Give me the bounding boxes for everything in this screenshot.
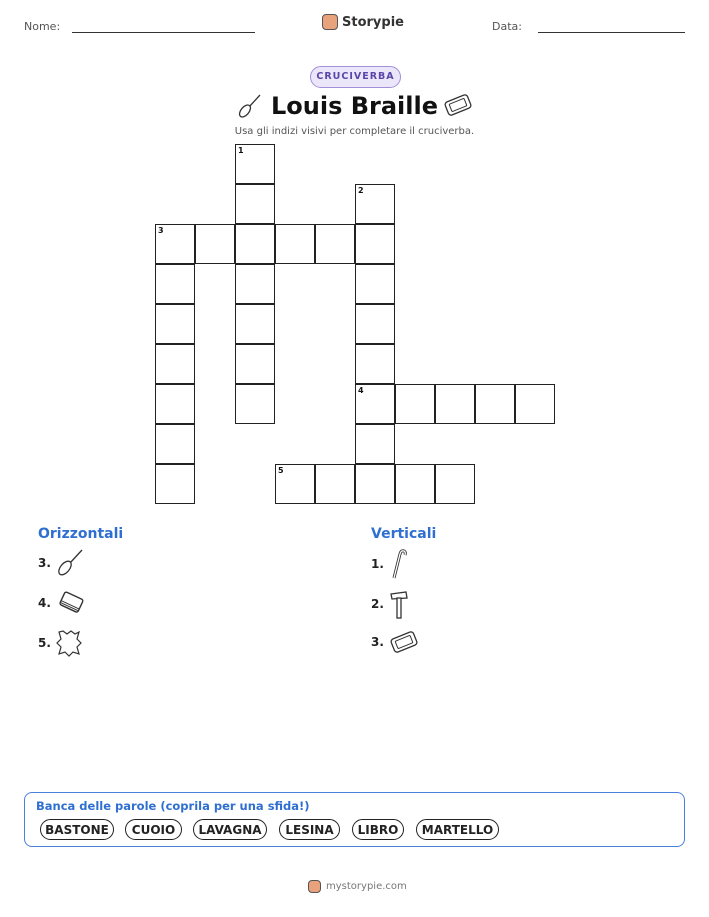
grid-cell[interactable] bbox=[235, 344, 275, 384]
grid-cell[interactable] bbox=[355, 424, 395, 464]
slate-icon bbox=[442, 92, 474, 118]
date-field[interactable] bbox=[538, 32, 685, 33]
grid-cell[interactable] bbox=[235, 384, 275, 424]
grid-cell[interactable] bbox=[395, 384, 435, 424]
word-bank-item: LESINA bbox=[279, 819, 340, 840]
word-bank-title: Banca delle parole (coprila per una sfida!) bbox=[36, 799, 310, 813]
grid-cell[interactable] bbox=[195, 224, 235, 264]
date-label: Data: bbox=[492, 20, 522, 33]
grid-cell[interactable] bbox=[515, 384, 555, 424]
down-clue bbox=[371, 548, 408, 580]
grid-cell[interactable] bbox=[355, 464, 395, 504]
down-clue bbox=[371, 628, 420, 656]
leather-hide-icon bbox=[55, 628, 83, 658]
footer-url[interactable]: mystorypie.com bbox=[326, 881, 407, 892]
grid-cell[interactable] bbox=[475, 384, 515, 424]
clue-number: 2 bbox=[358, 186, 364, 195]
grid-cell[interactable] bbox=[235, 264, 275, 304]
name-label: Nome: bbox=[24, 20, 61, 33]
grid-cell[interactable] bbox=[155, 224, 195, 264]
across-title: Orizzontali bbox=[38, 526, 124, 542]
footer bbox=[308, 880, 407, 893]
word-bank-item: CUOIO bbox=[125, 819, 182, 840]
grid-cell[interactable] bbox=[435, 464, 475, 504]
clue-number: 3. bbox=[38, 556, 51, 570]
grid-cell[interactable] bbox=[355, 384, 395, 424]
grid-cell[interactable] bbox=[155, 384, 195, 424]
word-bank-item: LIBRO bbox=[352, 819, 404, 840]
clue-number: 5 bbox=[278, 466, 284, 475]
grid-cell[interactable] bbox=[235, 224, 275, 264]
grid-cell[interactable] bbox=[155, 304, 195, 344]
grid-cell[interactable] bbox=[155, 344, 195, 384]
storypie-logo-icon bbox=[322, 14, 338, 30]
grid-cell[interactable] bbox=[355, 224, 395, 264]
brand-name: Storypie bbox=[342, 14, 404, 30]
grid-cell[interactable] bbox=[155, 264, 195, 304]
down-clue bbox=[371, 588, 410, 620]
across-clue bbox=[38, 589, 87, 617]
slate-icon bbox=[388, 628, 420, 656]
cane-icon bbox=[388, 548, 408, 580]
grid-cell[interactable] bbox=[155, 464, 195, 504]
awl-icon bbox=[55, 548, 85, 578]
grid-cell[interactable] bbox=[355, 184, 395, 224]
grid-cell[interactable] bbox=[235, 184, 275, 224]
word-bank-item: BASTONE bbox=[40, 819, 114, 840]
clue-number: 4. bbox=[38, 596, 51, 610]
across-clue bbox=[38, 548, 85, 578]
book-icon bbox=[55, 589, 87, 617]
awl-icon bbox=[236, 92, 264, 120]
grid-cell[interactable] bbox=[315, 464, 355, 504]
clue-number: 3 bbox=[158, 226, 164, 235]
grid-cell[interactable] bbox=[275, 464, 315, 504]
name-field[interactable] bbox=[72, 32, 255, 33]
clue-number: 1. bbox=[371, 557, 384, 571]
hammer-icon bbox=[388, 588, 410, 620]
storypie-logo-icon bbox=[308, 880, 321, 893]
clue-number: 2. bbox=[371, 597, 384, 611]
clue-number: 3. bbox=[371, 635, 384, 649]
across-clue bbox=[38, 628, 83, 658]
instructions: Usa gli indizi visivi per completare il cruciverba. bbox=[234, 126, 475, 137]
grid-cell[interactable] bbox=[355, 304, 395, 344]
grid-cell[interactable] bbox=[355, 344, 395, 384]
grid-cell[interactable] bbox=[435, 384, 475, 424]
down-title: Verticali bbox=[371, 526, 437, 542]
grid-cell[interactable] bbox=[315, 224, 355, 264]
puzzle-type-badge: CRUCIVERBA bbox=[310, 66, 401, 88]
grid-cell[interactable] bbox=[235, 144, 275, 184]
word-bank-item: MARTELLO bbox=[416, 819, 499, 840]
grid-cell[interactable] bbox=[155, 424, 195, 464]
grid-cell[interactable] bbox=[395, 464, 435, 504]
grid-cell[interactable] bbox=[235, 304, 275, 344]
word-bank bbox=[24, 792, 685, 847]
clue-number: 1 bbox=[238, 146, 244, 155]
word-bank-item: LAVAGNA bbox=[193, 819, 267, 840]
grid-cell[interactable] bbox=[355, 264, 395, 304]
clue-number: 4 bbox=[358, 386, 364, 395]
page-title: Louis Braille bbox=[270, 92, 438, 120]
brand-logo bbox=[322, 14, 404, 30]
clue-number: 5. bbox=[38, 636, 51, 650]
grid-cell[interactable] bbox=[275, 224, 315, 264]
